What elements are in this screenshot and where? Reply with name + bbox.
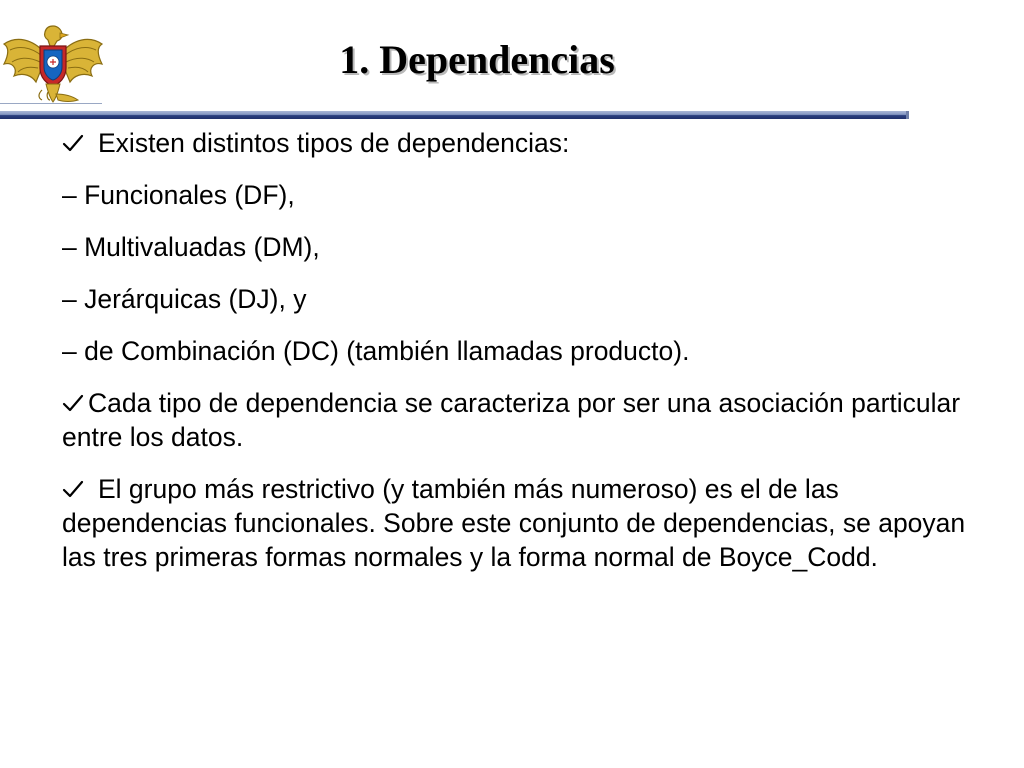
bullet-text: El grupo más restrictivo (y también más numeroso) es el de las dependencias funcionales. Sobre este conjunto de dependencias, se apoyan las tres primeras formas normales y la forma normal de Boyce_Codd. xyxy=(62,474,966,572)
bullet-item xyxy=(62,472,972,574)
logo-underline xyxy=(0,103,102,104)
bullet-item xyxy=(62,386,972,454)
checkmark-icon xyxy=(62,472,84,506)
sub-bullet-item xyxy=(62,282,972,316)
bullet-item xyxy=(62,126,972,160)
sub-bullet-item xyxy=(62,178,972,212)
bullet-text: Cada tipo de dependencia se caracteriza por ser una asociación particular entre los datos. xyxy=(62,388,961,452)
bullet-text: Existen distintos tipos de dependencias: xyxy=(98,128,570,158)
checkmark-icon xyxy=(62,386,84,420)
slide-title: 1. Dependencias xyxy=(339,37,615,82)
slide-content xyxy=(62,126,972,592)
checkmark-icon xyxy=(62,126,84,160)
sub-bullet-item xyxy=(62,334,972,368)
sub-bullet-text: – Funcionales (DF), xyxy=(62,180,295,210)
title-underline-bar xyxy=(0,111,909,119)
sub-bullet-text: – de Combinación (DC) (también llamadas producto). xyxy=(62,336,690,366)
sub-bullet-text: – Multivaluadas (DM), xyxy=(62,232,320,262)
sub-bullet-text: – Jerárquicas (DJ), y xyxy=(62,284,307,314)
sub-bullet-item xyxy=(62,230,972,264)
